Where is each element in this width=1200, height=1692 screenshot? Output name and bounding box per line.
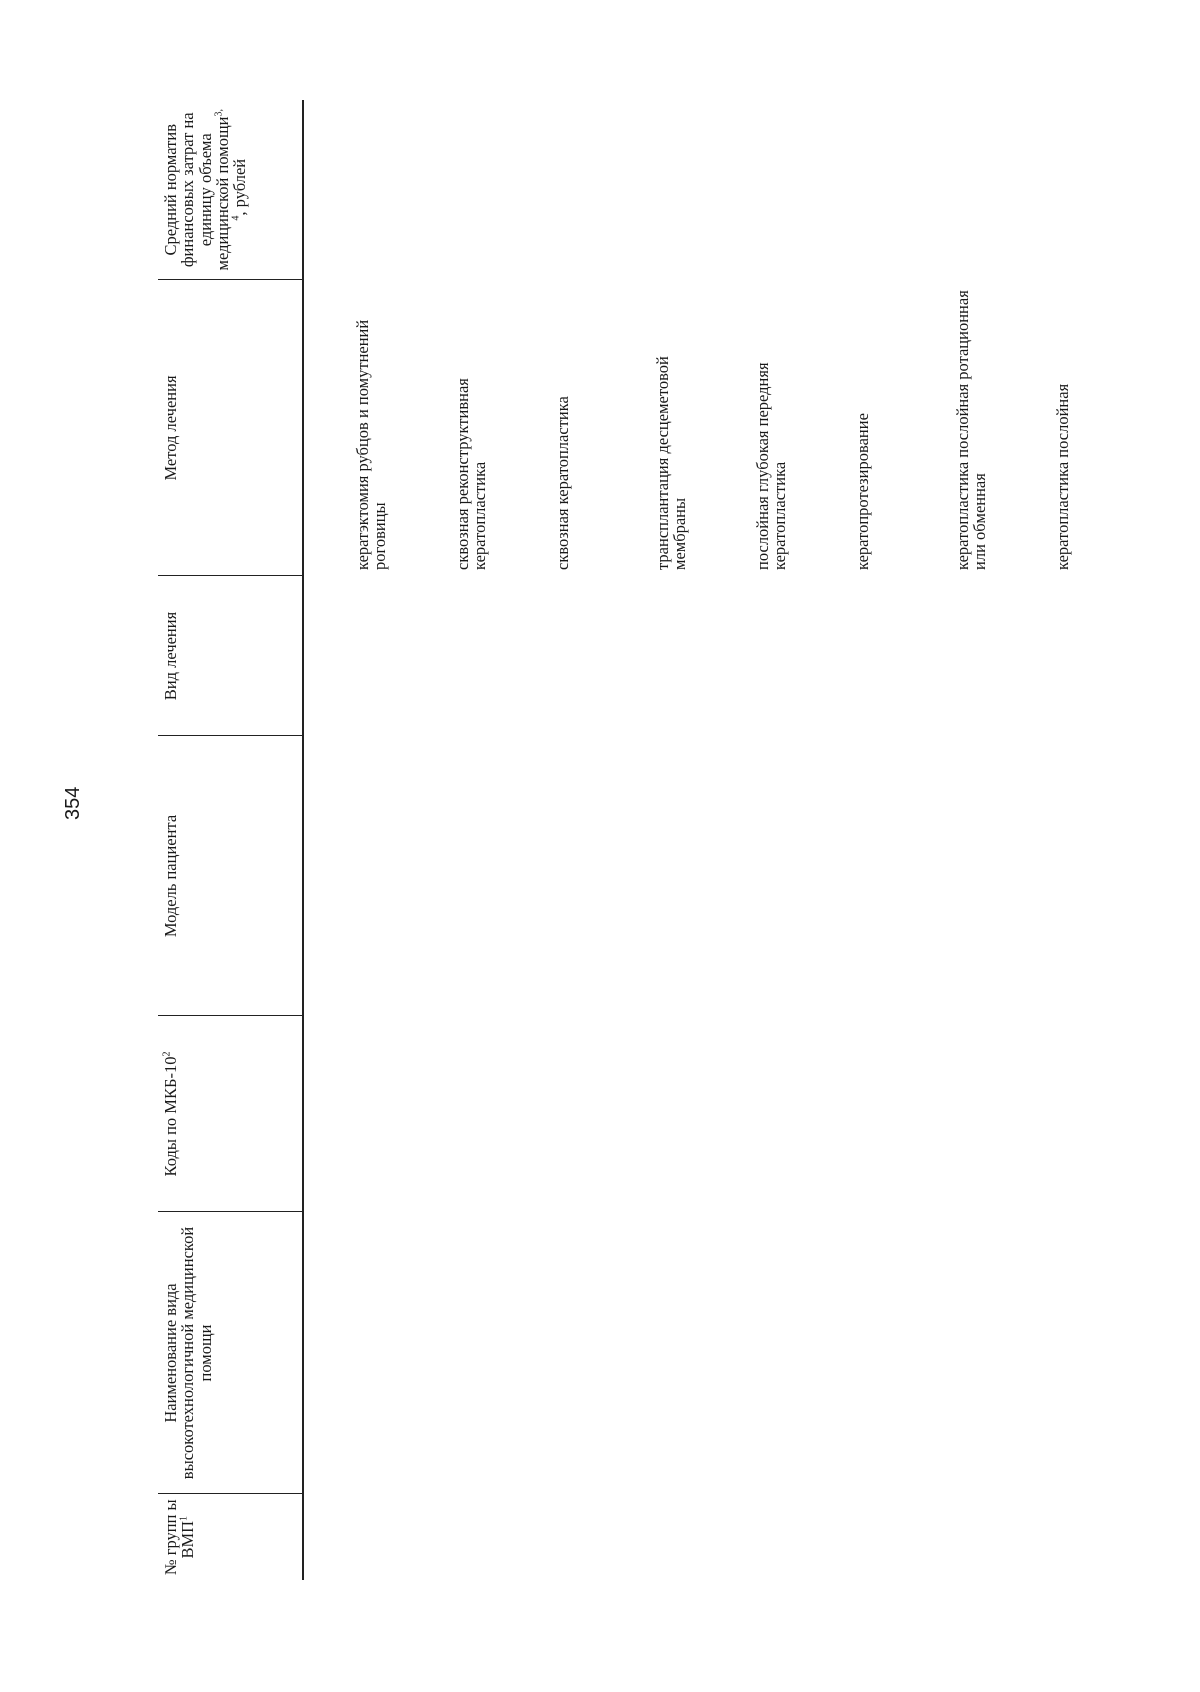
header-patient-model: Модель пациента bbox=[158, 736, 303, 1016]
header-treatment-type: Вид лечения bbox=[158, 576, 303, 736]
method-cell: сквозная реконструктивная кератопластика bbox=[453, 378, 490, 570]
table-row bbox=[652, 100, 752, 1580]
table-row bbox=[352, 100, 452, 1580]
header-group-number: № групп ы ВМП$^1$ bbox=[158, 1494, 303, 1580]
vmp-table bbox=[158, 100, 1152, 1580]
table-row bbox=[752, 100, 852, 1580]
header-treatment-method: Метод лечения bbox=[158, 280, 303, 576]
table-spacer-row bbox=[303, 100, 352, 1580]
method-cell: кератопротезирование bbox=[853, 413, 872, 570]
table-row bbox=[1052, 100, 1152, 1580]
table-row bbox=[552, 100, 652, 1580]
table-row bbox=[452, 100, 552, 1580]
method-cell: кератопластика послойная bbox=[1053, 383, 1072, 570]
header-icd-codes: Коды по МКБ-$10^2$ bbox=[158, 1016, 303, 1212]
method-cell: сквозная кератопластика bbox=[553, 396, 572, 570]
method-cell: послойная глубокая передняя кератопластика bbox=[753, 362, 790, 570]
table-row bbox=[852, 100, 952, 1580]
rotated-table-container bbox=[158, 100, 1152, 1580]
page-number: 354 bbox=[62, 786, 84, 820]
table-header-row bbox=[158, 100, 303, 1580]
header-vmp-name: Наименование вида высокотехнологичной медицинской помощи bbox=[158, 1212, 303, 1494]
method-cell: кератопластика послойная ротационная или обменная bbox=[953, 290, 990, 570]
header-cost-standard: Средний норматив финансовых затрат на единицу объема медицинской помощи$^{3, 4}$, рублей bbox=[158, 100, 303, 280]
method-cell: трансплантация десцеметовой мембраны bbox=[653, 356, 690, 570]
method-cell: кератэктомия рубцов и помутнений роговицы bbox=[353, 319, 390, 570]
table-row bbox=[952, 100, 1052, 1580]
